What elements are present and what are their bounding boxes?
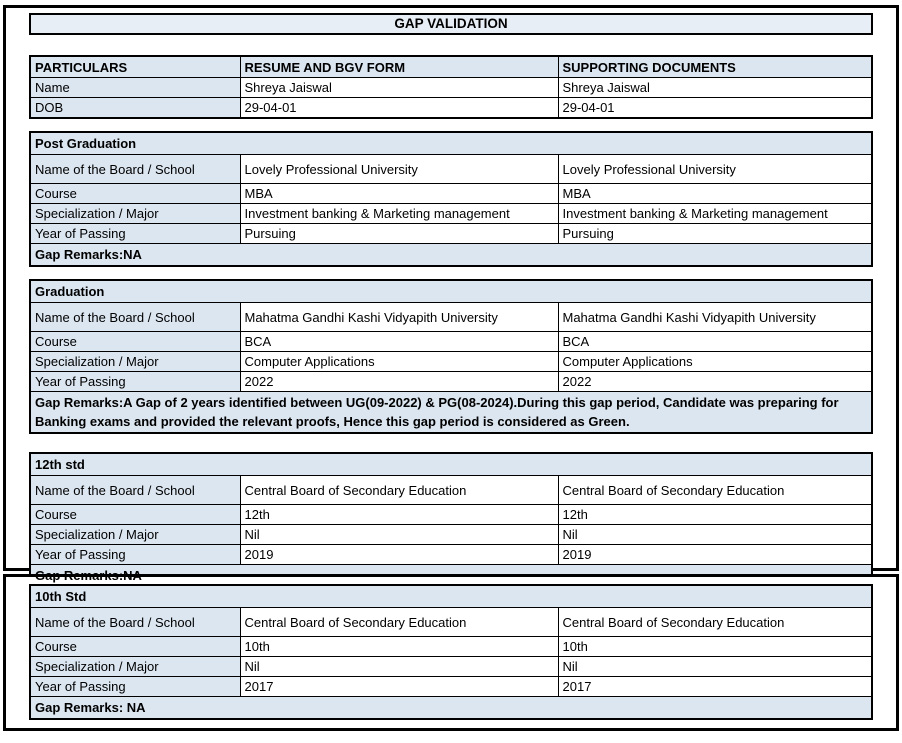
section-table-post-graduation (29, 131, 873, 267)
section-heading-row (30, 453, 872, 476)
table-row-board (30, 303, 872, 332)
row-label: Specialization / Major (30, 204, 240, 224)
cell-value: 2022 (558, 372, 872, 392)
cell-value: Lovely Professional University (558, 155, 872, 184)
table-row-year (30, 545, 872, 565)
cell-value: Mahatma Gandhi Kashi Vidyapith University (558, 303, 872, 332)
section-heading: 10th Std (30, 585, 872, 608)
section-heading: Post Graduation (30, 132, 872, 155)
table-row-dob (30, 98, 872, 119)
cell-value: Central Board of Secondary Education (240, 476, 558, 505)
gap-remarks-row (30, 697, 872, 720)
cell-value: Pursuing (240, 224, 558, 244)
row-label: Year of Passing (30, 372, 240, 392)
cell-value: Lovely Professional University (240, 155, 558, 184)
column-header-resume-bgv: RESUME AND BGV FORM (240, 56, 558, 78)
cell-value: 2019 (558, 545, 872, 565)
table-row-board (30, 608, 872, 637)
row-label: Name of the Board / School (30, 155, 240, 184)
cell-value: BCA (240, 332, 558, 352)
cell-value: Investment banking & Marketing management (558, 204, 872, 224)
cell-value: Mahatma Gandhi Kashi Vidyapith University (240, 303, 558, 332)
row-label: Name of the Board / School (30, 608, 240, 637)
gap-remarks: Gap Remarks:NA (30, 565, 872, 588)
section-heading: 12th std (30, 453, 872, 476)
table-row-specialization (30, 657, 872, 677)
row-label: Name of the Board / School (30, 476, 240, 505)
cell-value: 10th (240, 637, 558, 657)
row-label: Specialization / Major (30, 525, 240, 545)
cell-value: 12th (240, 505, 558, 525)
row-label: Year of Passing (30, 545, 240, 565)
cell-value: Nil (240, 657, 558, 677)
cell-value: Central Board of Secondary Education (558, 476, 872, 505)
section-heading: Graduation (30, 280, 872, 303)
cell-value: Central Board of Secondary Education (240, 608, 558, 637)
cell-value: Shreya Jaiswal (558, 78, 872, 98)
lower-page-box (3, 574, 899, 731)
row-label: Course (30, 637, 240, 657)
gap-remarks-row (30, 392, 872, 434)
gap-remarks: Gap Remarks: NA (30, 697, 872, 720)
gap-remarks: Gap Remarks:A Gap of 2 years identified between UG(09-2022) & PG(08-2024).During this gap period, Candidate was preparing for Banking exams and provided the relevant proofs, Hence this gap period is considered as Green. (30, 392, 872, 434)
particulars-table (29, 55, 873, 119)
column-header-particulars: PARTICULARS (30, 56, 240, 78)
table-row-course (30, 637, 872, 657)
table-row-name (30, 78, 872, 98)
gap-remarks: Gap Remarks:NA (30, 244, 872, 267)
section-heading-row (30, 585, 872, 608)
table-row-specialization (30, 352, 872, 372)
cell-value: Nil (558, 657, 872, 677)
row-label: Year of Passing (30, 224, 240, 244)
cell-value: Investment banking & Marketing management (240, 204, 558, 224)
section-heading-row (30, 280, 872, 303)
table-row-course (30, 184, 872, 204)
row-label: Name (30, 78, 240, 98)
cell-value: Computer Applications (558, 352, 872, 372)
column-header-supporting-docs: SUPPORTING DOCUMENTS (558, 56, 872, 78)
row-label: Name of the Board / School (30, 303, 240, 332)
cell-value: 10th (558, 637, 872, 657)
row-label: Year of Passing (30, 677, 240, 697)
table-row-specialization (30, 204, 872, 224)
cell-value: MBA (240, 184, 558, 204)
cell-value: 2017 (558, 677, 872, 697)
row-label: DOB (30, 98, 240, 119)
cell-value: 29-04-01 (240, 98, 558, 119)
table-row-course (30, 505, 872, 525)
cell-value: Nil (558, 525, 872, 545)
table-row-board (30, 155, 872, 184)
cell-value: Pursuing (558, 224, 872, 244)
section-table-10th-std (29, 584, 873, 720)
cell-value: Nil (240, 525, 558, 545)
table-row-specialization (30, 525, 872, 545)
cell-value: 2022 (240, 372, 558, 392)
row-label: Course (30, 332, 240, 352)
cell-value: MBA (558, 184, 872, 204)
section-table-12th-std (29, 452, 873, 588)
cell-value: 2017 (240, 677, 558, 697)
table-header-row (30, 56, 872, 78)
row-label: Course (30, 184, 240, 204)
cell-value: 2019 (240, 545, 558, 565)
cell-value: Central Board of Secondary Education (558, 608, 872, 637)
cell-value: Computer Applications (240, 352, 558, 372)
row-label: Specialization / Major (30, 657, 240, 677)
page-title: GAP VALIDATION (29, 13, 873, 35)
cell-value: Shreya Jaiswal (240, 78, 558, 98)
cell-value: 29-04-01 (558, 98, 872, 119)
table-row-year (30, 224, 872, 244)
row-label: Specialization / Major (30, 352, 240, 372)
upper-page-box (3, 5, 899, 583)
row-label: Course (30, 505, 240, 525)
cell-value: 12th (558, 505, 872, 525)
table-row-year (30, 677, 872, 697)
table-row-year (30, 372, 872, 392)
cell-value: BCA (558, 332, 872, 352)
table-row-course (30, 332, 872, 352)
gap-remarks-row (30, 244, 872, 267)
section-heading-row (30, 132, 872, 155)
table-row-board (30, 476, 872, 505)
section-table-graduation (29, 279, 873, 434)
